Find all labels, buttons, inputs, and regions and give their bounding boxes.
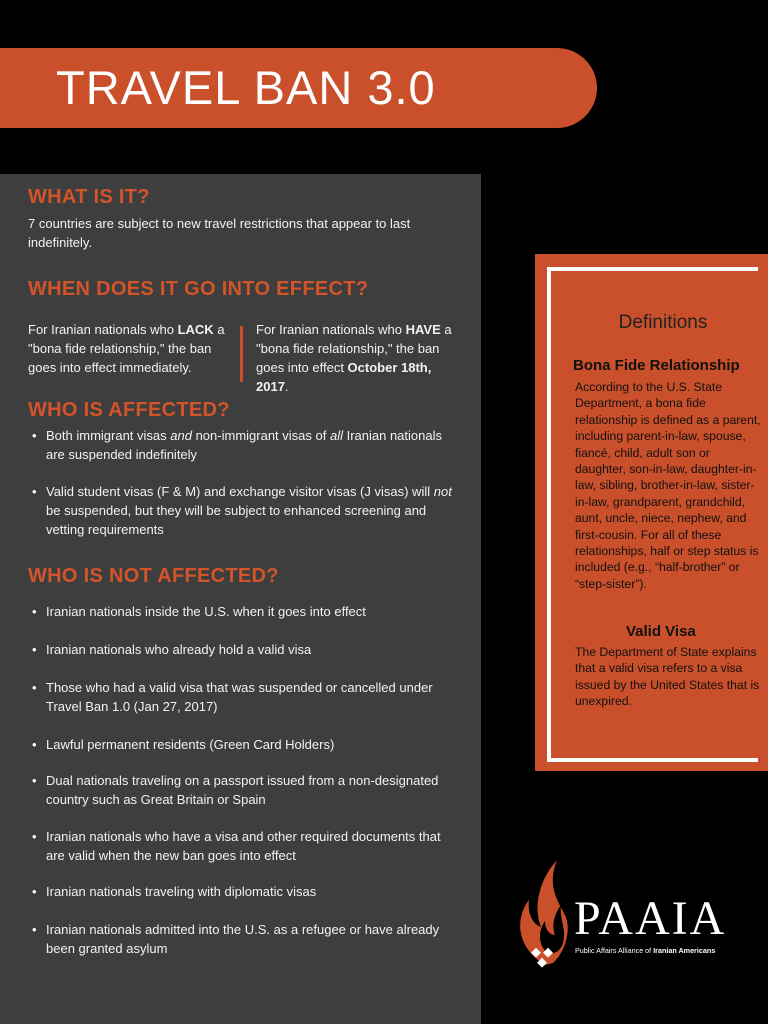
logo-subtitle: Public Affairs Alliance of Iranian Americans [575,946,716,955]
when-have-text: For Iranian nationals who HAVE a "bona fide relationship," the ban goes into effect October 18th, 2017. [256,322,452,394]
logo-wordmark: PAAIA [574,892,727,945]
bona-fide-text: According to the U.S. State Department, a bona fide relationship is defined as a parent, including parent-in-law, spouse, fiancé, child, adult son or daughter, son-in-law, daughter-in-law, sibling, brother-in-law, sister-in-law, grandparent, grandchild, aunt, uncle, niece, nephew, and first-cousin. For all of these relationships, half or step status is included (e.g., “half-brother” or “step-sister”). [575,380,761,591]
valid-visa-heading: Valid Visa [626,623,696,640]
not-affected-heading: WHO IS NOT AFFECTED? [28,565,279,587]
what-text: 7 countries are subject to new travel restrictions that appear to last indefinitely. [28,216,411,250]
page-title: TRAVEL BAN 3.0 [56,61,436,114]
list-item: • Iranian nationals inside the U.S. when it goes into effect [46,602,456,621]
list-item: • Lawful permanent residents (Green Card Holders) [46,735,456,754]
list-item: • Both immigrant visas and non-immigrant visas of all Iranian nationals are suspended indefinitely [46,426,456,464]
list-item: • Those who had a valid visa that was suspended or cancelled under Travel Ban 1.0 (Jan 27, 2017) [46,678,456,716]
valid-visa-text: The Department of State explains that a valid visa refers to a visa issued by the United States that is unexpired. [575,645,760,709]
bona-fide-heading: Bona Fide Relationship [573,357,740,374]
list-item: • Dual nationals traveling on a passport issued from a non-designated country such as Great Britain or Spain [46,771,456,809]
list-item: • Iranian nationals who have a visa and other required documents that are valid when the new ban goes into effect [46,827,456,865]
list-item: • Valid student visas (F & M) and exchange visitor visas (J visas) will not be suspended, but they will be subject to enhanced screening and vetting requirements [46,482,456,539]
when-lack-text: For Iranian nationals who LACK a "bona fide relationship," the ban goes into effect immediately. [28,322,225,375]
list-item: • Iranian nationals admitted into the U.S. as a refugee or have already been granted asylum [46,920,456,958]
when-heading: WHEN DOES IT GO INTO EFFECT? [28,278,369,300]
title-banner [0,48,597,128]
what-heading: WHAT IS IT? [28,186,150,208]
affected-heading: WHO IS AFFECTED? [28,399,230,421]
when-divider [240,326,243,382]
list-item: • Iranian nationals who already hold a valid visa [46,640,456,659]
definitions-title: Definitions [618,312,708,333]
list-item: • Iranian nationals traveling with diplomatic visas [46,882,456,901]
